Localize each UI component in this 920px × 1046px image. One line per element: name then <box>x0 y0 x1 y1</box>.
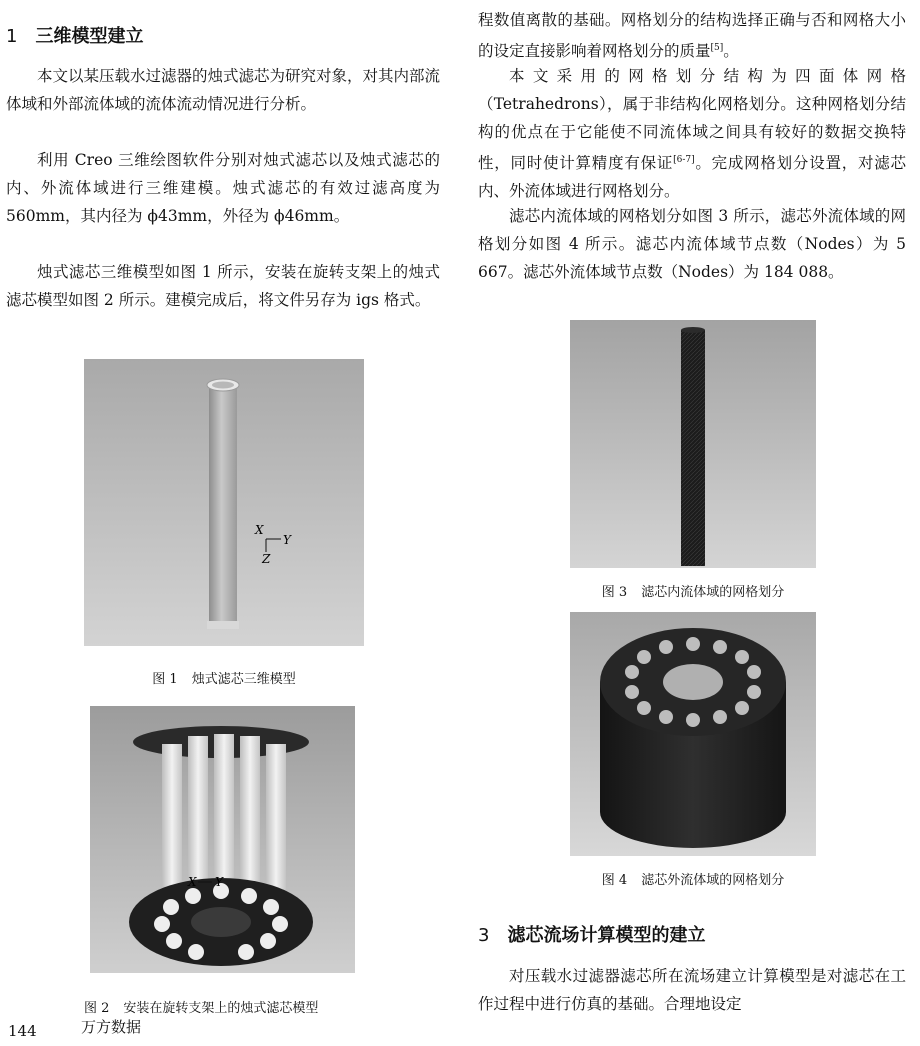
watermark: 万方数据 <box>81 1018 142 1036</box>
section-title: 三维模型建立 <box>35 26 144 47</box>
axis-y-label: Y <box>215 875 223 889</box>
paragraph: 利用 Creo 三维绘图软件分别对烛式滤芯以及烛式滤芯的内、外流体域进行三维建模。烛式滤芯的有效过滤高度为 560mm，其内径为 ϕ43mm，外径为 ϕ46mm。 <box>6 151 440 225</box>
figure-3-caption <box>570 581 816 600</box>
axis-y-label: Y <box>283 533 291 547</box>
caption-number: 图 4 <box>601 873 628 888</box>
paragraph-text: 本文采用的网格划分结构为四面体网格（Tetrahedrons），属于非结构化网格划分。这种网格划分结构的优点在于它能使不同流体域之间具有较好的数据交换特性，同时使计算精度有保证 <box>478 67 906 173</box>
caption-text: 滤芯内流体域的网格划分 <box>641 585 785 600</box>
axis-x-label: X <box>255 523 264 537</box>
figure-1-filter-model <box>84 359 364 646</box>
paragraph-text: 程数值离散的基础。网格划分的结构选择正确与否和网格大小的设定直接影响着网格划分的质量 <box>478 11 906 61</box>
paragraph <box>478 62 906 205</box>
figure-4-caption <box>570 869 816 888</box>
paragraph-text: 。完成网格划分设置，对滤芯内、外流体域进行网格划分。 <box>478 154 906 201</box>
section-title: 滤芯流场计算模型的建立 <box>507 925 706 946</box>
section-number: 1 <box>6 26 18 47</box>
figure-3-inner-mesh <box>570 320 816 568</box>
caption-number: 图 3 <box>601 585 628 600</box>
section-number: 3 <box>478 925 490 946</box>
figure-4-outer-mesh <box>570 612 816 856</box>
page-number: 144 <box>8 1022 37 1040</box>
paragraph: 滤芯内流体域的网格划分如图 3 所示，滤芯外流体域的网格划分如图 4 所示。滤芯内流体域节点数（Nodes）为 5 667。滤芯外流体域节点数（Nodes）为 184 088。 <box>478 207 906 281</box>
section-heading <box>478 921 705 947</box>
paragraph <box>478 6 906 65</box>
axis-x-label: X <box>188 875 197 889</box>
figure-2-rack-model <box>90 706 355 973</box>
section-heading <box>6 22 143 48</box>
axis-z-label: Z <box>262 552 271 566</box>
paragraph-text: 。 <box>723 42 739 61</box>
paragraph: 对压载水过滤器滤芯所在流场建立计算模型是对滤芯在工作过程中进行仿真的基础。合理地设定 <box>478 967 906 1013</box>
figure-2-caption <box>84 997 318 1016</box>
figure-1-caption <box>84 668 364 687</box>
caption-text: 安装在旋转支架上的烛式滤芯模型 <box>123 1001 319 1016</box>
paragraph: 本文以某压载水过滤器的烛式滤芯为研究对象，对其内部流体域和外部流体域的流体流动情况进行分析。 <box>6 67 441 113</box>
citation: [6-7] <box>673 155 695 165</box>
caption-text: 滤芯外流体域的网格划分 <box>641 873 785 888</box>
caption-number: 图 1 <box>152 672 178 687</box>
citation: [5] <box>710 43 724 53</box>
caption-number: 图 2 <box>84 1001 110 1016</box>
paragraph: 烛式滤芯三维模型如图 1 所示，安装在旋转支架上的烛式滤芯模型如图 2 所示。建模完成后，将文件另存为 igs 格式。 <box>6 263 440 309</box>
caption-text: 烛式滤芯三维模型 <box>191 672 296 687</box>
